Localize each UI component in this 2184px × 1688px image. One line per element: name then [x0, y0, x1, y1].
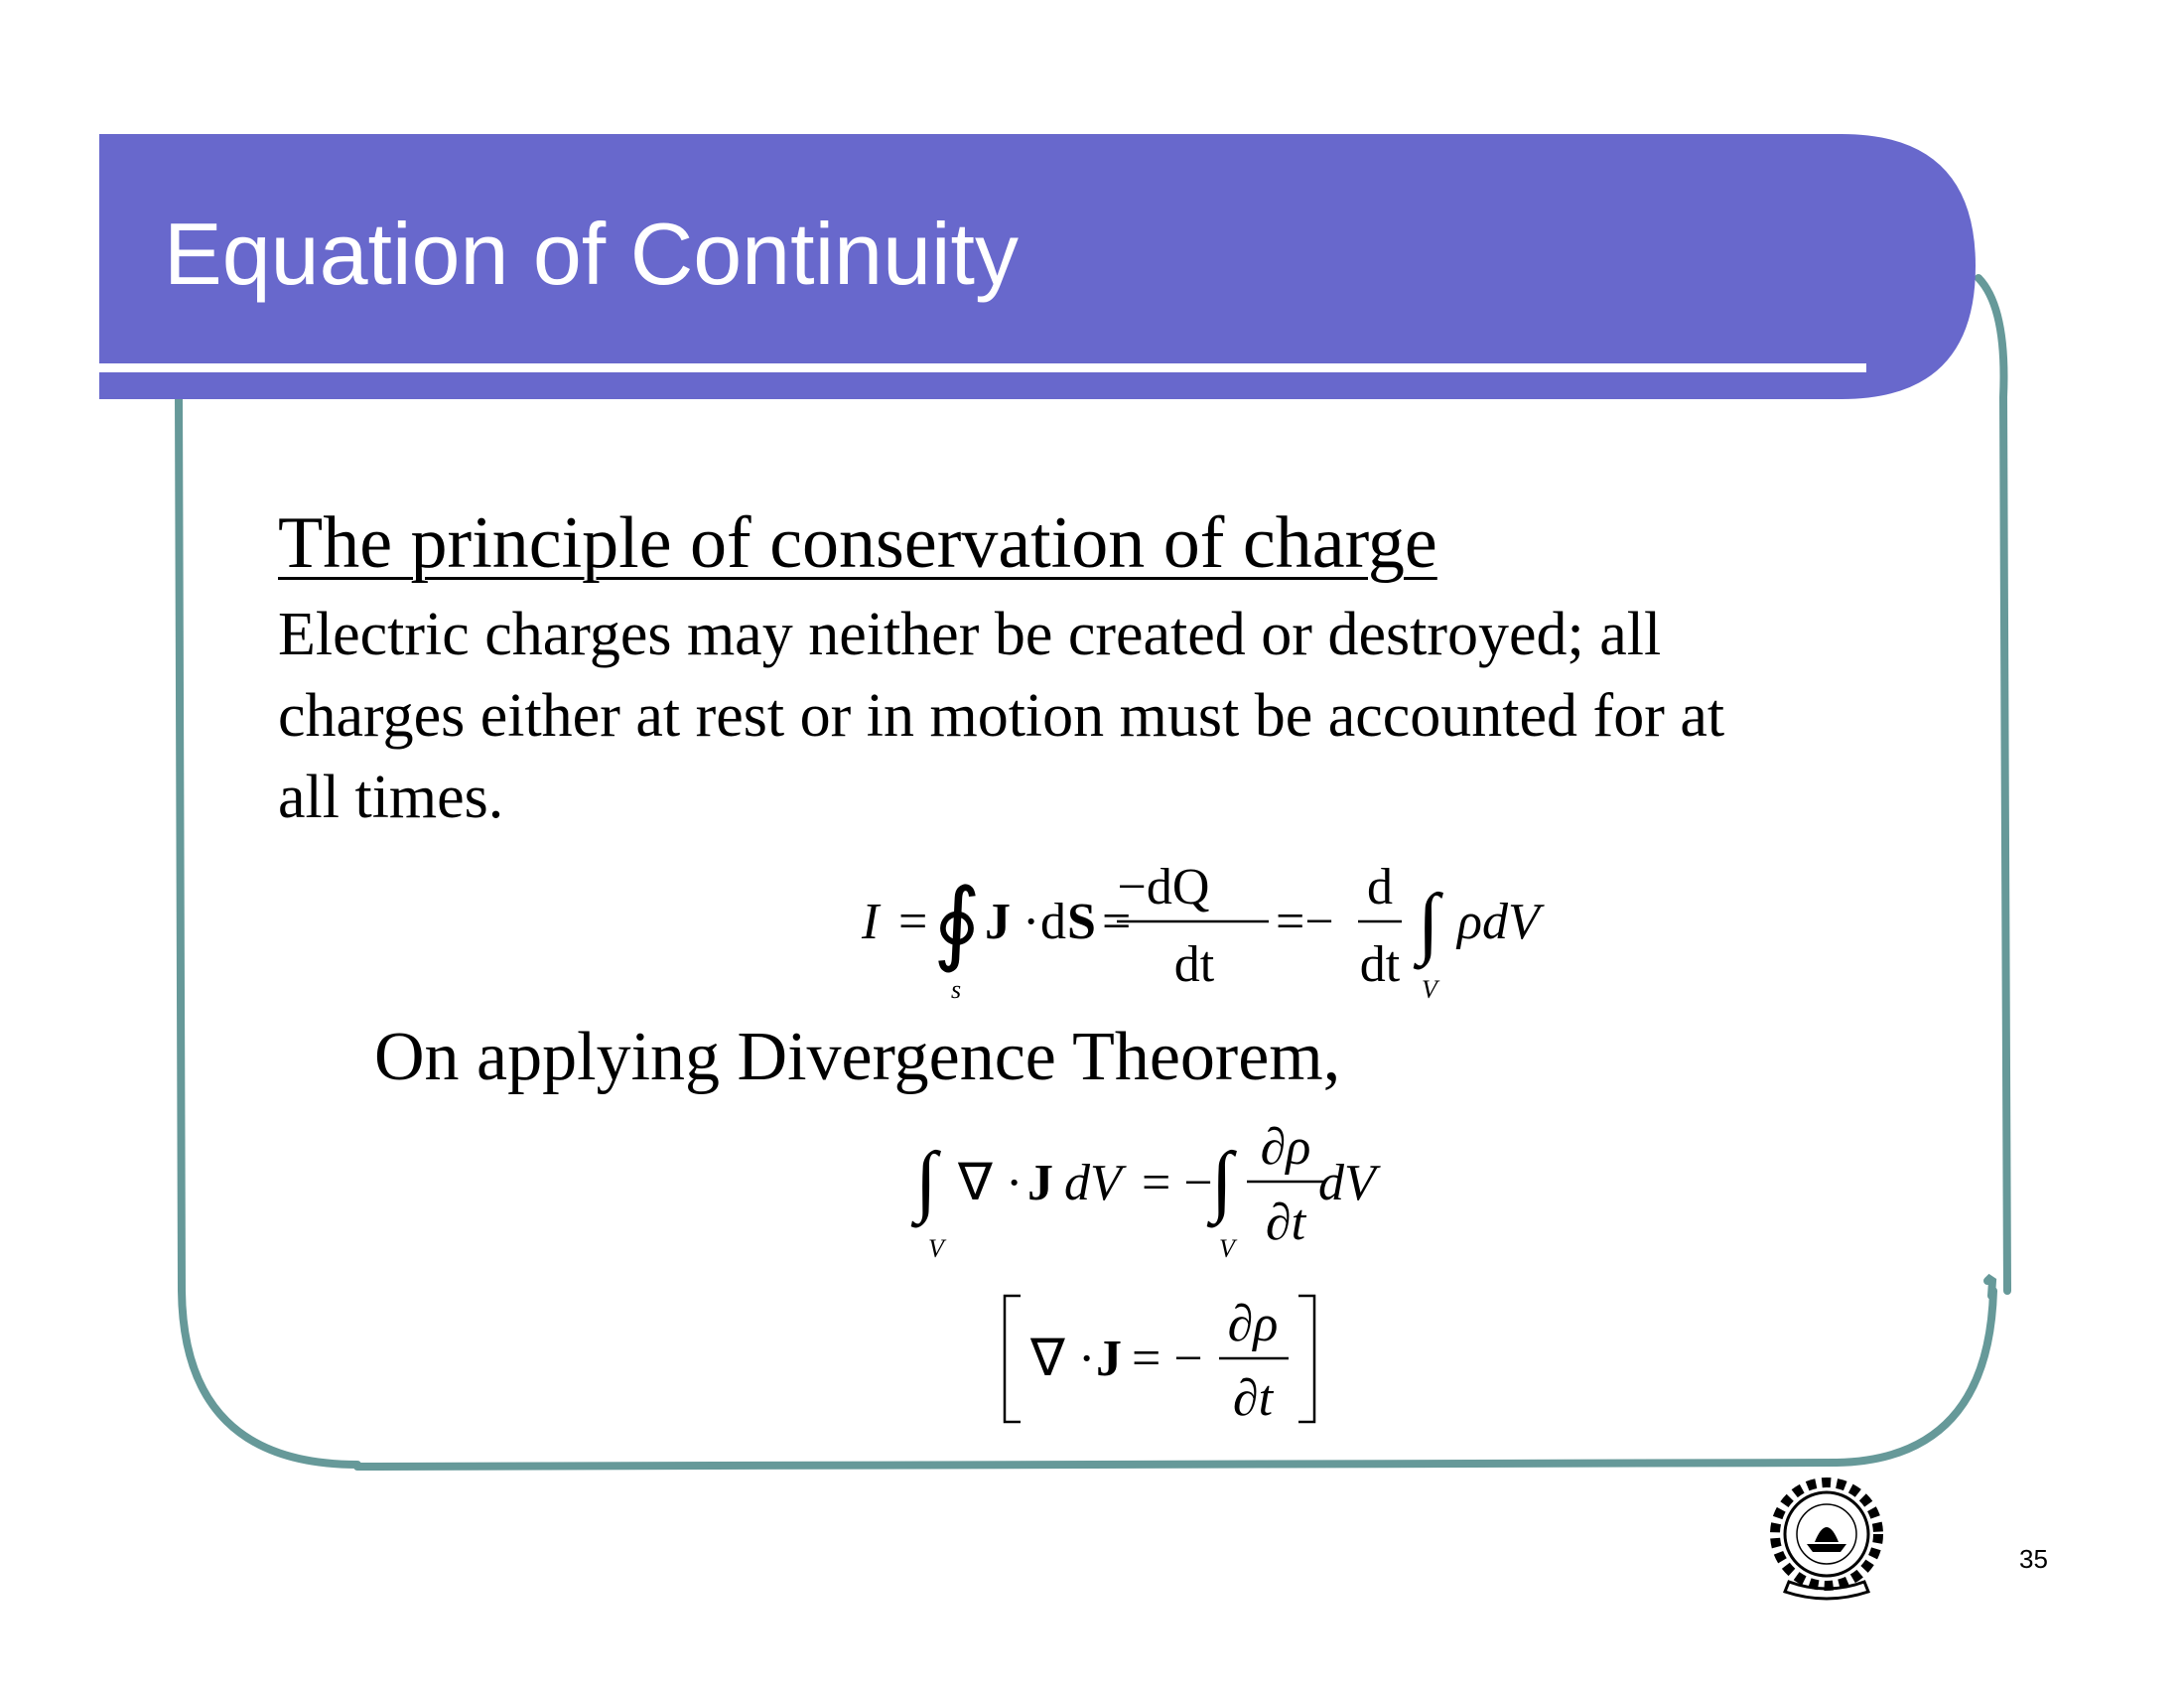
eq2-frac-numerator: ∂ρ	[1260, 1119, 1311, 1176]
eq1-frac2-denominator: dt	[1359, 936, 1401, 993]
eq1-frac1-numerator: −dQ	[1117, 859, 1210, 915]
eq1-equals-minus: =−	[1276, 894, 1334, 950]
eq1-equals-2: =	[1102, 894, 1132, 950]
continuity-equation	[1005, 1296, 1314, 1427]
eq3-frac-numerator: ∂ρ	[1227, 1296, 1279, 1352]
eq1-equals: =	[898, 894, 928, 950]
paragraph-line-3: all times.	[278, 764, 504, 831]
eq2-dot: ·	[1006, 1155, 1024, 1211]
eq1-frac1-denominator: dt	[1173, 936, 1215, 993]
institute-logo	[1775, 1482, 1878, 1599]
paragraph-line-2: charges either at rest or in motion must be accounted for at	[278, 682, 1725, 750]
eq1-volume-subscript: V	[1422, 975, 1437, 1004]
eq2-nabla: ∇	[958, 1155, 993, 1211]
eq2-dV-2: dV	[1318, 1155, 1376, 1211]
eq3-dot: ·	[1078, 1331, 1096, 1387]
eq1-dot: ·	[1023, 894, 1040, 950]
page-number: 35	[2019, 1544, 2048, 1574]
eq3-frac-denominator: ∂t	[1232, 1370, 1274, 1427]
eq3-right-bracket	[1298, 1296, 1314, 1422]
eq3-equals-minus: = −	[1132, 1331, 1203, 1387]
principle-heading: The principle of conservation of charge	[278, 502, 1437, 584]
eq2-volume-integral-2: ∫	[1211, 1137, 1233, 1224]
eq1-closed-surface-integral: ∮	[933, 872, 981, 973]
eq2-frac-denominator: ∂t	[1265, 1195, 1306, 1251]
eq1-integrand: ρdV	[1457, 894, 1540, 950]
eq2-subscript-1: V	[928, 1234, 944, 1263]
eq1-surface-vector: S	[1067, 894, 1096, 950]
eq1-volume-integral: ∫	[1418, 879, 1439, 966]
eq3-current-density: J	[1096, 1331, 1122, 1387]
eq2-subscript-2: V	[1219, 1234, 1235, 1263]
eq1-current-symbol: I	[862, 894, 880, 950]
eq1-current-density: J	[985, 894, 1011, 950]
eq1-d: d	[1040, 894, 1066, 950]
eq3-left-bracket	[1005, 1296, 1021, 1422]
eq2-current-density: J	[1027, 1155, 1053, 1211]
eq2-equals-minus: = −	[1142, 1155, 1213, 1211]
eq3-nabla: ∇	[1030, 1331, 1065, 1387]
paragraph-line-1: Electric charges may neither be created or destroyed; all	[278, 601, 1662, 668]
slide-title: Equation of Continuity	[164, 205, 1020, 303]
eq1-surface-subscript: s	[951, 975, 962, 1004]
eq2-volume-integral-1: ∫	[915, 1137, 937, 1224]
eq1-frac2-numerator: d	[1367, 859, 1393, 915]
integral-equation	[910, 1119, 1381, 1263]
divergence-theorem-text: On applying Divergence Theorem,	[374, 1019, 1341, 1095]
current-equation	[861, 859, 1545, 1004]
eq2-dV: dV	[1064, 1155, 1122, 1211]
